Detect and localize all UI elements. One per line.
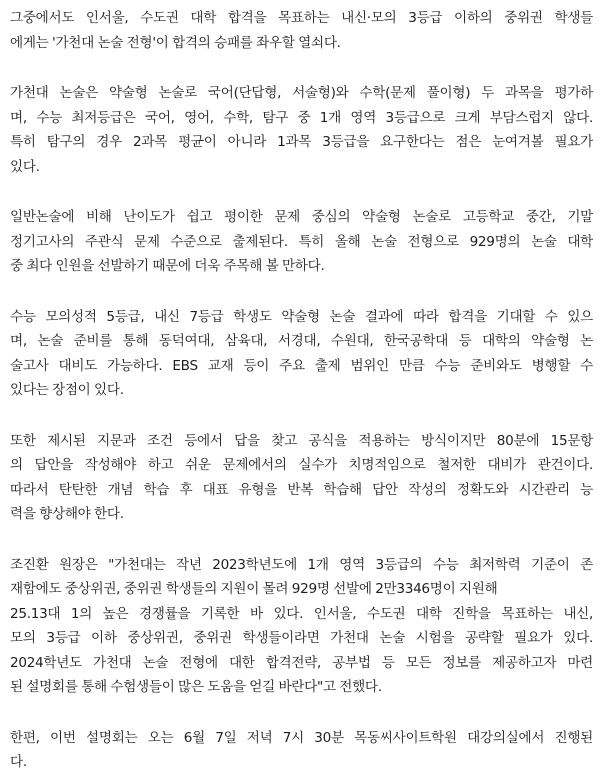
paragraph-line: 며, 논술 준비를 통해 동덕여대, 삼육대, 서경대, 수원대, 한국공학대 등 대학의 약술형 논 [10, 333, 593, 349]
paragraph-line: 된 설명회를 통해 수험생들이 많은 도움을 얻길 바란다"고 전했다. [10, 679, 382, 695]
article-paragraph [10, 726, 593, 775]
paragraph-line: 한편, 이번 설명회는 오는 6월 7일 저녁 7시 30분 목동씨사이트학원 대강의실에서 진행된 [10, 729, 593, 746]
paragraph-line: 25.13대 1의 높은 경쟁률을 기록한 바 있다. 인서울, 수도권 대학 진학을 목표하는 내신, [10, 605, 593, 622]
article-paragraph [10, 205, 593, 279]
paragraph-line: 2024학년도 가천대 논술 전형에 대한 합격전략, 공부법 등 모든 정보를 제공하고자 마련 [10, 654, 593, 671]
paragraph-line: 수능 모의성적 5등급, 내신 7등급 학생도 약술형 논술 결과에 따라 합격을 기대할 수 있으 [10, 308, 593, 325]
paragraph-line: 모의 3등급 이하 중상위권, 중위권 학생들이라면 가천대 논술 시험을 공략할 필요가 있다. [10, 630, 593, 646]
paragraph-line: 술고사 대비도 가능하다. EBS 교재 등이 주요 출제 범위인 만큼 수능 준비와도 병행할 수 [10, 357, 593, 374]
article-paragraph [10, 553, 593, 700]
paragraph-line: 의 답안을 작성해야 하고 쉬운 문제에서의 실수가 치명적임으로 철저한 대비가 관건이다. [10, 457, 593, 473]
paragraph-line: 일반논술에 비해 난이도가 쉽고 평이한 문제 중심의 약술형 논술로 고등학교 중간, 기말 [10, 209, 593, 225]
paragraph-line: 재함에도 중상위권, 중위권 학생들의 지원이 몰려 929명 선발에 2만3346명이 지원해 [10, 581, 498, 597]
paragraph-line: 가천대 논술은 약술형 논술로 국어(단답형, 서술형)와 수학(문제 풀이형) 두 과목을 평가하 [10, 85, 593, 101]
article-paragraph [10, 81, 593, 179]
paragraph-line: 력을 향상해야 한다. [10, 506, 124, 522]
article-paragraph [10, 305, 593, 403]
paragraph-line: 정기고사의 주관식 문제 수준으로 출제된다. 특히 올해 논술 전형으로 929명의 논술 대학 [10, 233, 593, 250]
article-paragraph [10, 429, 593, 527]
paragraph-line: 따라서 탄탄한 개념 학습 후 대표 유형을 반복 학습해 답안 작성의 정확도와 시간관리 능 [10, 481, 593, 498]
paragraph-line: 조진환 원장은 "가천대는 작년 2023학년도에 1개 영역 3등급의 수능 최저학력 기준이 존 [10, 556, 593, 573]
paragraph-line: 그중에서도 인서울, 수도권 대학 합격을 목표하는 내신·모의 3등급 이하의 중위권 학생들 [10, 10, 593, 26]
paragraph-line: 또한 제시된 지문과 조건 등에서 답을 찾고 공식을 적용하는 방식이지만 80분에 15문항 [10, 432, 593, 449]
paragraph-line: 중 최다 인원을 선발하기 때문에 더욱 주목해 볼 만하다. [10, 258, 325, 274]
paragraph-line: 특히 탐구의 경우 2과목 평균이 아니라 1과목 3등급을 요구한다는 점은 눈여겨볼 필요가 [10, 134, 593, 150]
paragraph-line: 다. [10, 754, 27, 770]
article-paragraph [10, 6, 593, 55]
paragraph-line: 며, 수능 최저등급은 국어, 영어, 수학, 탐구 중 1개 영역 3등급으로 크게 부담스럽지 않다. [10, 109, 593, 126]
paragraph-line: 에게는 '가천대 논술 전형'이 합격의 승패를 좌우할 열쇠다. [10, 34, 341, 51]
paragraph-line: 있다는 장점이 있다. [10, 382, 124, 398]
paragraph-line: 있다. [10, 158, 40, 175]
